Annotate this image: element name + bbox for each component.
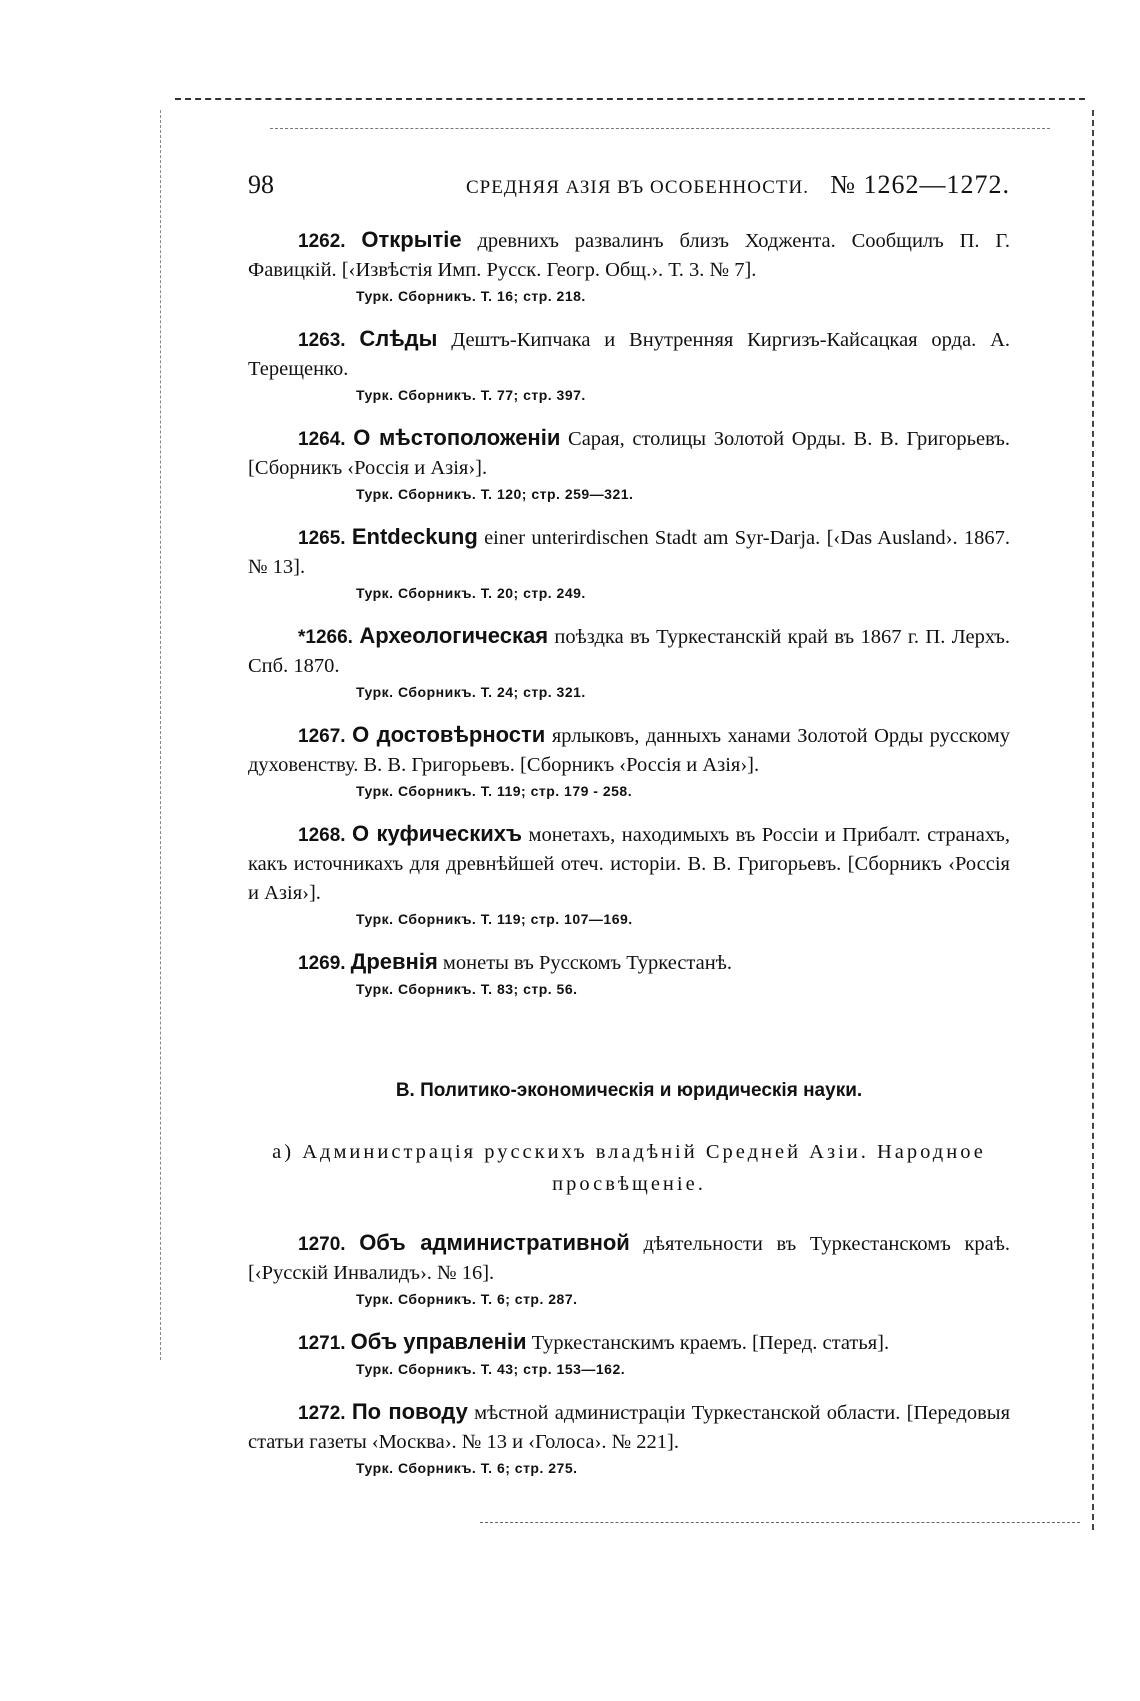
bibliography-entry xyxy=(248,1228,1010,1310)
entry-description: Дештъ-Кипчака и Внутренняя Киргизъ-Кайсацкая орда. А. Терещенко. xyxy=(248,329,1011,380)
entry-keyword: О мѣстоположеніи xyxy=(353,425,561,450)
entry-keyword: О достовѣрности xyxy=(352,722,546,747)
scan-border-left xyxy=(160,110,161,1360)
entry-reference: Турк. Сборникъ. Т. 6; стр. 275. xyxy=(356,1460,578,1476)
entry-description: древнихъ развалинъ близъ Ходжента. Сообщилъ П. Г. Фавицкій. [‹Извѣстія Имп. Русск. Геогр. Общ.›. Т. 3. № 7]. xyxy=(248,230,1011,281)
entry-text xyxy=(248,947,1010,978)
bibliography-entry xyxy=(248,621,1010,703)
entry-number: 1269. xyxy=(298,953,346,974)
entry-reference: Турк. Сборникъ. Т. 16; стр. 218. xyxy=(356,288,586,304)
page-number: 98 xyxy=(248,170,274,199)
entry-range: № 1262—1272. xyxy=(830,170,1010,199)
entry-keyword: По поводу xyxy=(351,1399,468,1424)
entry-text xyxy=(248,720,1010,780)
entry-number: 1262. xyxy=(298,231,346,252)
entry-number: 1271. xyxy=(298,1333,346,1354)
entry-reference: Турк. Сборникъ. Т. 120; стр. 259—321. xyxy=(356,486,634,502)
entry-reference: Турк. Сборникъ. Т. 20; стр. 249. xyxy=(356,585,586,601)
entry-keyword: Слѣды xyxy=(359,326,438,351)
entry-description: поѣздка въ Туркестанскій край въ 1867 г. П. Лерхъ. Спб. 1870. xyxy=(248,626,1011,677)
entry-number: *1266. xyxy=(298,627,353,648)
scan-border-bottom xyxy=(480,1522,1080,1523)
entry-keyword: Объ управленіи xyxy=(350,1329,527,1354)
entry-text xyxy=(248,621,1010,681)
entry-keyword: Открытіе xyxy=(361,227,462,252)
entry-reference: Турк. Сборникъ. Т. 77; стр. 397. xyxy=(356,387,586,403)
running-head xyxy=(248,170,1010,210)
entry-description: дѣятельности въ Туркестанскомъ краѣ. [‹Русскій Инвалидъ›. № 16]. xyxy=(248,1233,1011,1284)
entry-reference: Турк. Сборникъ. Т. 119; стр. 107—169. xyxy=(356,911,633,927)
running-title: СРЕДНЯЯ АЗІЯ ВЪ ОСОБЕННОСТИ. xyxy=(466,177,809,198)
entry-description: ярлыковъ, данныхъ ханами Золотой Орды русскому духовенству. В. В. Григорьевъ. [Сборникъ ‹Россія и Азія›]. xyxy=(248,725,1011,776)
entry-text xyxy=(248,819,1010,908)
bibliography-entry xyxy=(248,720,1010,802)
bibliography-entry xyxy=(248,947,1010,1000)
section-heading: В. Политико-экономическія и юридическія науки. xyxy=(395,1080,863,1101)
bibliography-entry xyxy=(248,225,1010,307)
entry-number: 1270. xyxy=(298,1234,346,1255)
entry-text xyxy=(248,1327,1010,1358)
bibliography-entry xyxy=(248,1397,1010,1479)
entry-reference: Турк. Сборникъ. Т. 43; стр. 153—162. xyxy=(356,1361,626,1377)
entry-description: Сарая, столицы Золотой Орды. В. В. Григорьевъ. [Сборникъ ‹Россія и Азія›]. xyxy=(248,428,1010,479)
entry-text xyxy=(248,423,1010,483)
scan-border-top xyxy=(175,98,1085,100)
bibliography-entry xyxy=(248,522,1010,604)
entry-text xyxy=(248,522,1010,582)
entry-keyword: Entdeckung xyxy=(351,524,478,549)
entry-keyword: Археологическая xyxy=(359,623,549,648)
bibliography-entry xyxy=(248,1327,1010,1380)
entry-reference: Турк. Сборникъ. Т. 83; стр. 56. xyxy=(356,981,578,997)
entry-number: 1267. xyxy=(298,726,346,747)
entry-number: 1272. xyxy=(298,1403,346,1424)
entry-reference: Турк. Сборникъ. Т. 24; стр. 321. xyxy=(356,684,586,700)
entry-description: Туркестанскимъ краемъ. [Перед. статья]. xyxy=(531,1332,890,1354)
entry-description: мѣстной администраціи Туркестанской области. [Передовыя статьи газеты ‹Москва›. № 13 и ‹Голоса›. № 221]. xyxy=(248,1402,1010,1453)
entry-keyword: О куфическихъ xyxy=(352,821,523,846)
entry-description: монеты въ Русскомъ Туркестанѣ. xyxy=(442,952,732,974)
entry-number: 1263. xyxy=(298,330,346,351)
subsection-heading: а) Администрація русскихъ владѣній Средней Азіи. Народное просвѣщеніе. xyxy=(272,1141,986,1195)
entry-text xyxy=(248,324,1010,384)
entry-reference: Турк. Сборникъ. Т. 6; стр. 287. xyxy=(356,1291,578,1307)
entry-text xyxy=(248,1397,1010,1457)
entry-description: einer unterirdischen Stadt am Syr-Darja. [‹Das Ausland›. 1867. № 13]. xyxy=(248,527,1010,578)
bibliography-entry xyxy=(248,423,1010,505)
scan-border-right xyxy=(1092,110,1094,1530)
entry-reference: Турк. Сборникъ. Т. 119; стр. 179 - 258. xyxy=(356,783,633,799)
entry-keyword: Объ административной xyxy=(359,1230,630,1255)
entry-text xyxy=(248,225,1010,285)
bibliography-content xyxy=(248,225,1010,1496)
entry-keyword: Древнія xyxy=(350,949,438,974)
entry-description: монетахъ, находимыхъ въ Россіи и Прибалт. странахъ, какъ источникахъ для древнѣйшей отеч. исторіи. В. В. Григорьевъ. [Сборникъ ‹Россія и Азія›]. xyxy=(248,824,1011,904)
scan-border-top-inner xyxy=(270,128,1050,129)
bibliography-entry xyxy=(248,819,1010,930)
entry-text xyxy=(248,1228,1010,1288)
entry-number: 1264. xyxy=(298,429,346,450)
entry-number: 1265. xyxy=(298,528,346,549)
entry-number: 1268. xyxy=(298,825,346,846)
bibliography-entry xyxy=(248,324,1010,406)
